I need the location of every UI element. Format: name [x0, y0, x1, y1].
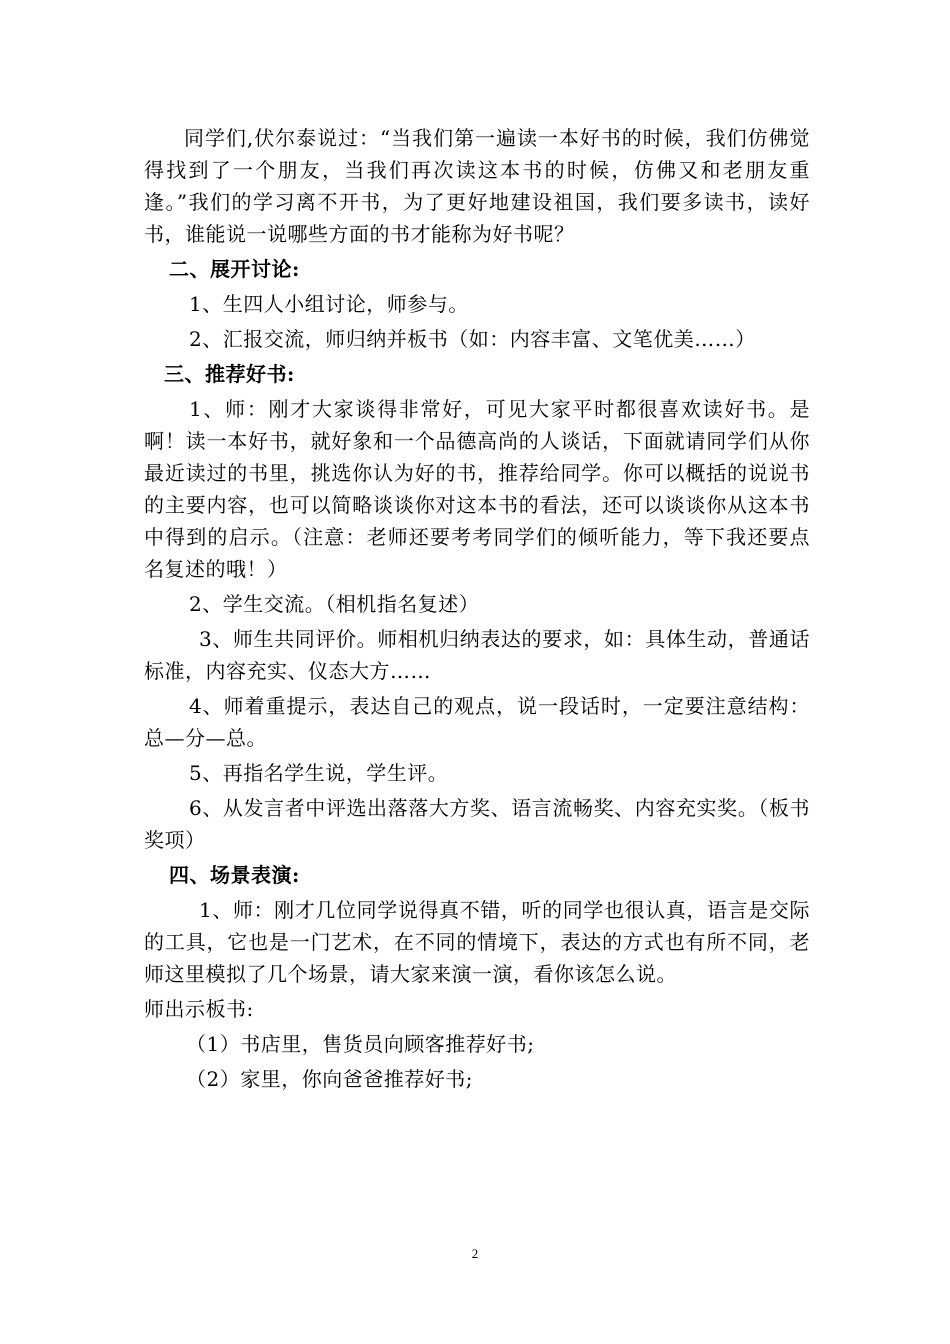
scene-board-label: 师出示板书: [144, 997, 254, 1021]
intro-paragraph: 同学们,伏尔泰说过：“当我们第一遍读一本好书的时候，我们仿佛觉得找到了一个朋友，当我们再次读这本书的时候，仿佛又和老朋友重逢。”我们的学习离不开书，为了更好地建设祖国，我们要多读书，读好书，谁能说一说哪些方面的书才能称为好书呢？ [144, 126, 810, 246]
recommend-step-1: 1、师：刚才大家谈得非常好，可见大家平时都很喜欢读好书。是啊！读一本好书，就好象和一个品德高尚的人谈话，下面就请同学们从你最近读过的书里，挑选你认为好的书，推荐给同学。你可以概括的说说书的主要内容，也可以简略谈谈你对这本书的看法，还可以谈谈你从这本书中得到的启示。（注意：老师还要考考同学们的倾听能力，等下我还要点名复述的哦！） [144, 397, 810, 581]
section-heading-discussion: 二、展开讨论: [169, 257, 300, 281]
section-heading-recommend: 三、推荐好书: [164, 362, 295, 386]
recommend-step-2: 2、学生交流。（相机指名复述） [189, 592, 480, 616]
page-number: 2 [471, 1246, 479, 1261]
discussion-step-2: 2、汇报交流，师归纳并板书（如：内容丰富、文笔优美……） [189, 327, 756, 351]
document-body [144, 122, 810, 1098]
scene-item-1: （1）书店里，售货员向顾客推荐好书; [186, 1032, 535, 1056]
recommend-step-3: 3、师生共同评价。师相机归纳表达的要求，如：具体生动，普通话标准，内容充实、仪态大方…… [144, 627, 810, 683]
recommend-step-5: 5、再指名学生说，学生评。 [189, 761, 449, 785]
scene-step-1: 1、师：刚才几位同学说得真不错，听的同学也很认真，语言是交际的工具，它也是一门艺术，在不同的情境下，表达的方式也有所不同，老师这里模拟了几个场景，请大家来演一演，看你该怎么说。 [144, 898, 810, 986]
recommend-step-4: 4、师着重提示，表达自己的观点，说一段话时，一定要注意结构：总—分—总。 [144, 694, 810, 750]
scene-item-2: （2）家里，你向爸爸推荐好书; [186, 1067, 473, 1091]
discussion-step-1: 1、生四人小组讨论，师参与。 [189, 292, 469, 316]
recommend-step-6: 6、从发言者中评选出落落大方奖、语言流畅奖、内容充实奖。（板书奖项） [144, 796, 810, 852]
section-heading-scene: 四、场景表演: [169, 863, 300, 887]
